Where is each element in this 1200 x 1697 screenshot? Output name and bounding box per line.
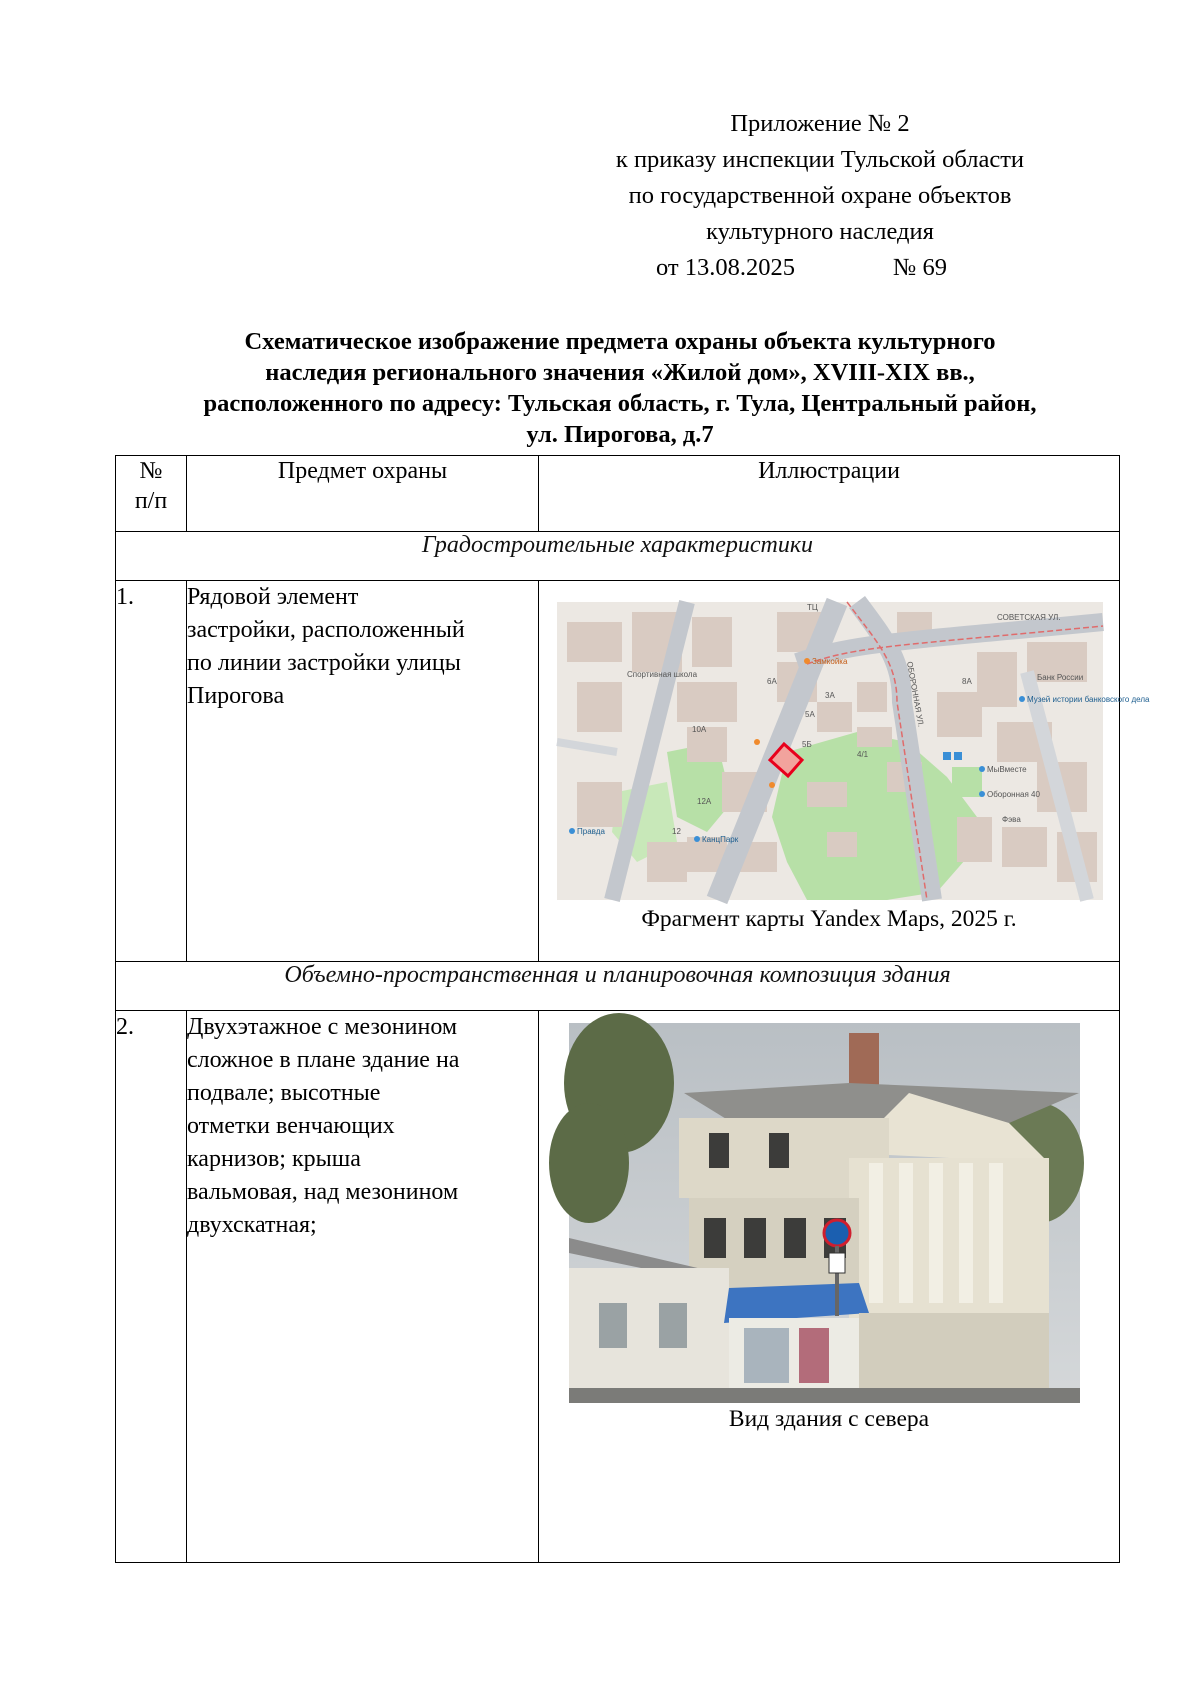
map-fragment bbox=[557, 602, 1150, 900]
table-row bbox=[116, 1011, 1120, 1563]
photo-shop-window bbox=[799, 1328, 829, 1383]
protection-table bbox=[115, 455, 1150, 1563]
column-header-subject: Предмет охраны bbox=[187, 456, 539, 532]
column-header-num: № п/п bbox=[116, 456, 187, 532]
map-label: 12 bbox=[672, 827, 681, 836]
photo-road-sign bbox=[824, 1220, 850, 1246]
row-number: 2. bbox=[116, 1011, 187, 1563]
map-label: КанцПарк bbox=[702, 835, 739, 844]
map-label: 10А bbox=[692, 725, 707, 734]
document-title bbox=[100, 326, 1140, 450]
map-label: СОВЕТСКАЯ УЛ. bbox=[997, 613, 1061, 622]
map-label: Музей истории банковского дела bbox=[1027, 695, 1150, 704]
map-label: 5Б bbox=[802, 740, 812, 749]
map-label: Оборонная 40 bbox=[987, 790, 1040, 799]
appendix-title: Приложение № 2 bbox=[730, 110, 910, 137]
title-line: расположенного по адресу: Тульская область, г. Тула, Центральный район, bbox=[203, 390, 1037, 417]
section-row bbox=[116, 962, 1120, 1011]
map-label: 8А bbox=[962, 677, 972, 686]
appendix-block bbox=[560, 106, 1080, 286]
illustration-cell bbox=[539, 1011, 1120, 1563]
table-header-row bbox=[116, 456, 1120, 532]
subject-cell: Двухэтажное с мезонином сложное в плане здание на подвале; высотные отметки венчающих карнизов; крыша вальмовая, над мезонином двухскатная; bbox=[187, 1011, 539, 1563]
title-line: ул. Пирогова, д.7 bbox=[526, 421, 714, 448]
illustration-cell bbox=[539, 581, 1150, 962]
map-label: 6А bbox=[767, 677, 777, 686]
order-number: № 69 bbox=[893, 254, 948, 281]
photo-shop-window bbox=[744, 1328, 789, 1383]
title-line: наследия регионального значения «Жилой дом», XVIII-XIX вв., bbox=[265, 359, 975, 386]
appendix-heritage-line: культурного наследия bbox=[706, 218, 934, 245]
map-caption: Фрагмент карты Yandex Maps, 2025 г. bbox=[641, 906, 1017, 932]
photo-caption: Вид здания с севера bbox=[728, 1406, 930, 1432]
photo-side-building bbox=[569, 1268, 729, 1403]
map-label: 4/1 bbox=[857, 750, 869, 759]
map-park bbox=[952, 767, 982, 797]
order-date: от 13.08.2025 bbox=[656, 254, 796, 281]
map-label: ТЦ bbox=[807, 603, 818, 612]
section-row bbox=[116, 532, 1120, 581]
building-photo bbox=[569, 1023, 1080, 1403]
map-label: МыВместе bbox=[987, 765, 1027, 774]
map-label: Замкойка bbox=[812, 657, 848, 666]
table-row bbox=[116, 581, 1120, 962]
row-number: 1. bbox=[116, 581, 187, 962]
map-label: Банк России bbox=[1037, 673, 1084, 682]
appendix-order-line: к приказу инспекции Тульской области bbox=[615, 146, 1025, 173]
map-label: Правда bbox=[577, 827, 605, 836]
title-line: Схематическое изображение предмета охраны объекта культурного bbox=[244, 328, 996, 355]
map-label: Спортивная школа bbox=[627, 670, 698, 679]
map-label: 12А bbox=[697, 797, 712, 806]
column-header-illustrations: Иллюстрации bbox=[539, 456, 1120, 532]
map-label: 3А bbox=[825, 691, 835, 700]
appendix-date-line bbox=[560, 250, 1080, 286]
appendix-inspection-line: по государственной охране объектов bbox=[628, 182, 1012, 209]
photo-road-sign bbox=[829, 1253, 845, 1273]
section-title: Объемно-пространственная и планировочная композиция здания bbox=[116, 962, 1120, 1011]
map-label: Фэва bbox=[1002, 815, 1021, 824]
section-title: Градостроительные характеристики bbox=[116, 532, 1120, 581]
map-label: ОБОРОННАЯ УЛ. bbox=[905, 660, 926, 728]
photo-road bbox=[569, 1388, 1080, 1403]
map-label: 5А bbox=[805, 710, 815, 719]
subject-cell: Рядовой элемент застройки, расположенный по линии застройки улицы Пирогова bbox=[187, 581, 539, 962]
